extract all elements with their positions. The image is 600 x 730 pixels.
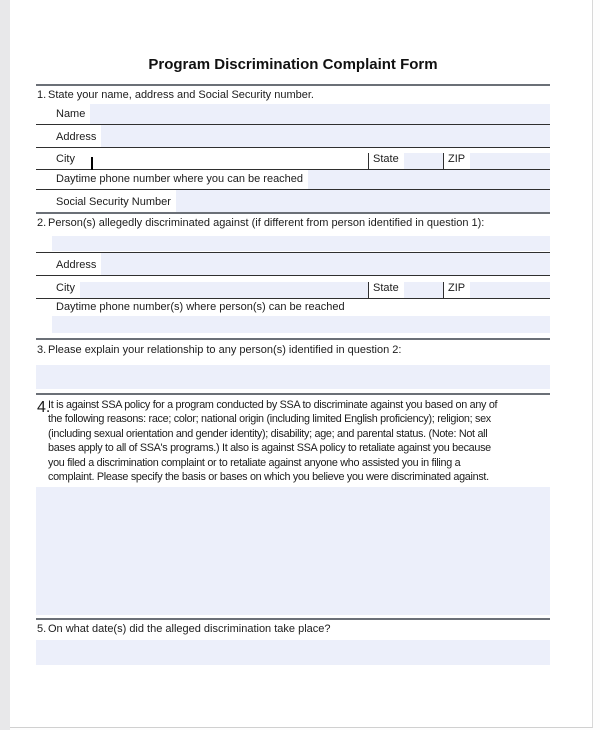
q2-city-cell	[36, 282, 368, 298]
q4-line: bases apply to all of SSA's programs.) It also is against SSA policy to retaliate against you because	[48, 442, 491, 455]
q3-answer-textarea[interactable]	[36, 365, 550, 389]
q2-city-input-wrap	[80, 282, 368, 298]
section-q1	[36, 84, 550, 212]
q1-phone-label: Daytime phone number where you can be reached	[56, 173, 304, 185]
q1-zip-cell	[443, 153, 550, 169]
q3-number: 3.	[37, 344, 47, 356]
q1-prompt	[36, 86, 550, 104]
q1-city-input[interactable]	[80, 153, 368, 169]
viewer-gutter	[0, 0, 10, 730]
q1-ssn-row	[36, 190, 550, 212]
q1-address-label: Address	[56, 131, 97, 143]
q4-line: complaint. Please specify the basis or bases on which you believe you were discriminated against.	[48, 471, 489, 484]
q4-number: 4.	[37, 399, 51, 416]
q5-prompt	[36, 620, 550, 638]
q4-line: the following reasons: race; color; national origin (including limited English proficiency); religion; sex	[48, 413, 491, 426]
q4-line: It is against SSA policy for a program conducted by SSA to discriminate against you based on any of	[48, 399, 498, 411]
q3-prompt	[36, 340, 550, 359]
q1-state-label: State	[373, 153, 399, 165]
text-caret	[91, 157, 93, 170]
q2-zip-cell	[443, 282, 550, 298]
q1-zip-input[interactable]	[470, 153, 550, 169]
q2-state-input[interactable]	[404, 282, 443, 298]
q2-address-input[interactable]	[101, 253, 550, 275]
q2-state-label: State	[373, 282, 399, 294]
q1-ssn-input[interactable]	[176, 190, 550, 212]
q5-answer-input[interactable]	[36, 640, 550, 665]
q2-zip-input[interactable]	[470, 282, 550, 298]
q2-phone-row	[36, 314, 550, 333]
q3-prompt-text: Please explain your relationship to any person(s) identified in question 2:	[48, 344, 402, 356]
q2-person-input[interactable]	[52, 236, 550, 251]
q2-address-row	[36, 253, 550, 276]
q1-city-state-zip-row	[36, 148, 550, 170]
q4-line: you filed a discrimination complaint or to retaliate against anyone who assisted you in filing a	[48, 456, 461, 469]
q1-city-input-wrap	[80, 153, 368, 169]
q1-prompt-text: State your name, address and Social Security number.	[48, 89, 314, 101]
q1-address-row	[36, 125, 550, 148]
form-page	[10, 0, 593, 728]
form-content	[36, 0, 550, 665]
q2-city-label: City	[56, 282, 75, 294]
q2-state-cell	[368, 282, 443, 298]
q5-prompt-text: On what date(s) did the alleged discrimination take place?	[48, 623, 331, 636]
q1-name-input[interactable]	[90, 104, 550, 124]
form-title: Program Discrimination Complaint Form	[148, 56, 438, 73]
q1-state-cell	[368, 153, 443, 169]
q1-phone-input[interactable]	[308, 170, 550, 189]
q5-number: 5.	[37, 623, 47, 636]
q4-paragraph	[36, 395, 550, 484]
q2-number: 2.	[37, 217, 47, 229]
q2-zip-label: ZIP	[448, 282, 466, 294]
section-q5	[36, 618, 550, 665]
q1-address-input[interactable]	[101, 125, 550, 147]
q2-person-row	[36, 232, 550, 253]
q2-phone-label: Daytime phone number(s) where person(s) can be reached	[56, 301, 345, 313]
q2-address-label: Address	[56, 259, 97, 271]
section-q3	[36, 338, 550, 389]
q1-zip-label: ZIP	[448, 153, 466, 165]
q1-name-label: Name	[56, 108, 86, 120]
q2-phone-input[interactable]	[52, 316, 550, 333]
q2-prompt	[36, 214, 550, 232]
q1-number: 1.	[37, 89, 47, 101]
q4-answer-textarea[interactable]	[36, 487, 550, 615]
section-q2	[36, 212, 550, 338]
q1-phone-row	[36, 170, 550, 190]
q2-prompt-text: Person(s) allegedly discriminated against (if different from person identified in question 1):	[48, 217, 485, 229]
q2-city-state-zip-row	[36, 276, 550, 299]
section-q4	[36, 393, 550, 615]
q1-name-row	[36, 104, 550, 125]
q1-ssn-label: Social Security Number	[56, 196, 171, 208]
q4-line: (including sexual orientation and gender identity); disability; age; and parental status. (Note: Not all	[48, 427, 488, 440]
q1-state-input[interactable]	[404, 153, 443, 169]
q1-city-label: City	[56, 153, 75, 165]
q1-city-cell	[36, 153, 368, 169]
q2-city-input[interactable]	[80, 282, 368, 298]
